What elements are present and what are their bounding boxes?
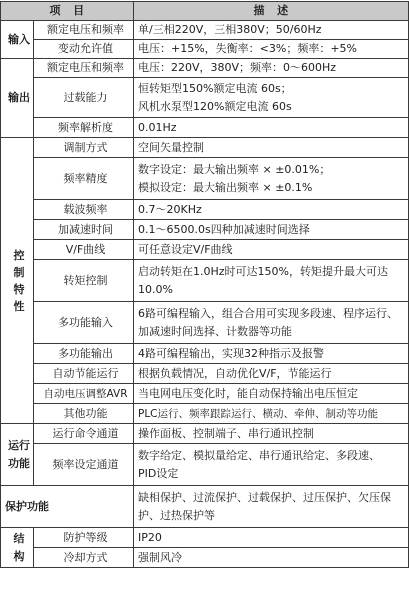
table-row xyxy=(1,424,409,444)
desc-cell: 缺相保护、过流保护、过载保护、过压保护、欠压保 护、过热保护等 xyxy=(134,486,409,528)
table-row xyxy=(1,364,409,384)
table-row xyxy=(1,302,409,344)
item-cell: 载波频率 xyxy=(34,200,134,220)
table-row xyxy=(1,528,409,548)
table-row xyxy=(1,486,409,528)
table-row xyxy=(1,404,409,424)
desc-cell: 电压：+15%，失衡率：<3%；频率：+5% xyxy=(134,40,409,59)
desc-cell: 数字给定、模拟量给定、串行通讯给定、多段速、 PID设定 xyxy=(134,444,409,486)
item-cell: 加减速时间 xyxy=(34,220,134,240)
table-row xyxy=(1,384,409,404)
item-cell: 自动电压调整AVR xyxy=(34,384,134,404)
item-cell: 过载能力 xyxy=(34,78,134,118)
desc-cell: 6路可编程输入，组合合用可实现多段速、程序运行、 加减速时间选择、计数器等功能 xyxy=(134,302,409,344)
table-row xyxy=(1,59,409,78)
table-row xyxy=(1,220,409,240)
category-input: 输入 xyxy=(1,21,34,59)
desc-cell: 数字设定：最大输出频率 × ±0.01%； 模拟设定：最大输出频率 × ±0.1% xyxy=(134,158,409,200)
item-cell: 变动允许值 xyxy=(34,40,134,59)
desc-cell: 空间矢量控制 xyxy=(134,138,409,158)
desc-cell: 操作面板、控制端子、串行通讯控制 xyxy=(134,424,409,444)
desc-cell: 根据负载情况，自动优化V/F，节能运行 xyxy=(134,364,409,384)
item-cell: 调制方式 xyxy=(34,138,134,158)
item-cell: 多功能输入 xyxy=(34,302,134,344)
item-cell: V/F曲线 xyxy=(34,240,134,260)
header-desc: 描 述 xyxy=(134,2,409,21)
item-cell: 频率精度 xyxy=(34,158,134,200)
desc-cell: 单/三相220V，三相380V；50/60Hz xyxy=(134,21,409,40)
category-protection: 保护功能 xyxy=(1,486,134,528)
table-row xyxy=(1,21,409,40)
item-cell: 自动节能运行 xyxy=(34,364,134,384)
desc-cell: PLC运行、频率跟踪运行、横动、牵伸、制动等功能 xyxy=(134,404,409,424)
desc-cell: 可任意设定V/F曲线 xyxy=(134,240,409,260)
spec-table xyxy=(0,1,409,568)
header-row xyxy=(1,2,409,21)
header-item: 项 目 xyxy=(1,2,134,21)
table-row xyxy=(1,260,409,302)
item-cell: 运行命令通道 xyxy=(34,424,134,444)
desc-cell: 恒转矩型150%额定电流 60s； 风机水泵型120%额定电流 60s xyxy=(134,78,409,118)
table-row xyxy=(1,138,409,158)
category-control: 控 制 特 性 xyxy=(1,138,34,424)
item-cell: 额定电压和频率 xyxy=(34,21,134,40)
desc-cell: 强制风冷 xyxy=(134,548,409,568)
table-row xyxy=(1,548,409,568)
category-output: 输出 xyxy=(1,59,34,138)
desc-cell: IP20 xyxy=(134,528,409,548)
table-row xyxy=(1,118,409,138)
item-cell: 冷却方式 xyxy=(34,548,134,568)
desc-cell: 启动转矩在1.0Hz时可达150%，转矩提升最大可达 10.0% xyxy=(134,260,409,302)
table-row xyxy=(1,78,409,118)
desc-cell: 0.7～20KHz xyxy=(134,200,409,220)
item-cell: 频率设定通道 xyxy=(34,444,134,486)
item-cell: 防护等级 xyxy=(34,528,134,548)
table-row xyxy=(1,240,409,260)
category-running: 运行 功能 xyxy=(1,424,34,486)
table-row xyxy=(1,444,409,486)
table-row xyxy=(1,40,409,59)
item-cell: 额定电压和频率 xyxy=(34,59,134,78)
category-structure: 结 构 xyxy=(1,528,34,568)
item-cell: 多功能输出 xyxy=(34,344,134,364)
desc-cell: 0.1～6500.0s四种加减速时间选择 xyxy=(134,220,409,240)
item-cell: 转矩控制 xyxy=(34,260,134,302)
desc-cell: 0.01Hz xyxy=(134,118,409,138)
table-row xyxy=(1,344,409,364)
table-row xyxy=(1,158,409,200)
item-cell: 其他功能 xyxy=(34,404,134,424)
desc-cell: 当电网电压变化时，能自动保持输出电压恒定 xyxy=(134,384,409,404)
item-cell: 频率解析度 xyxy=(34,118,134,138)
table-row xyxy=(1,200,409,220)
desc-cell: 4路可编程输出，实现32种指示及报警 xyxy=(134,344,409,364)
desc-cell: 电压：220V，380V；频率：0～600Hz xyxy=(134,59,409,78)
